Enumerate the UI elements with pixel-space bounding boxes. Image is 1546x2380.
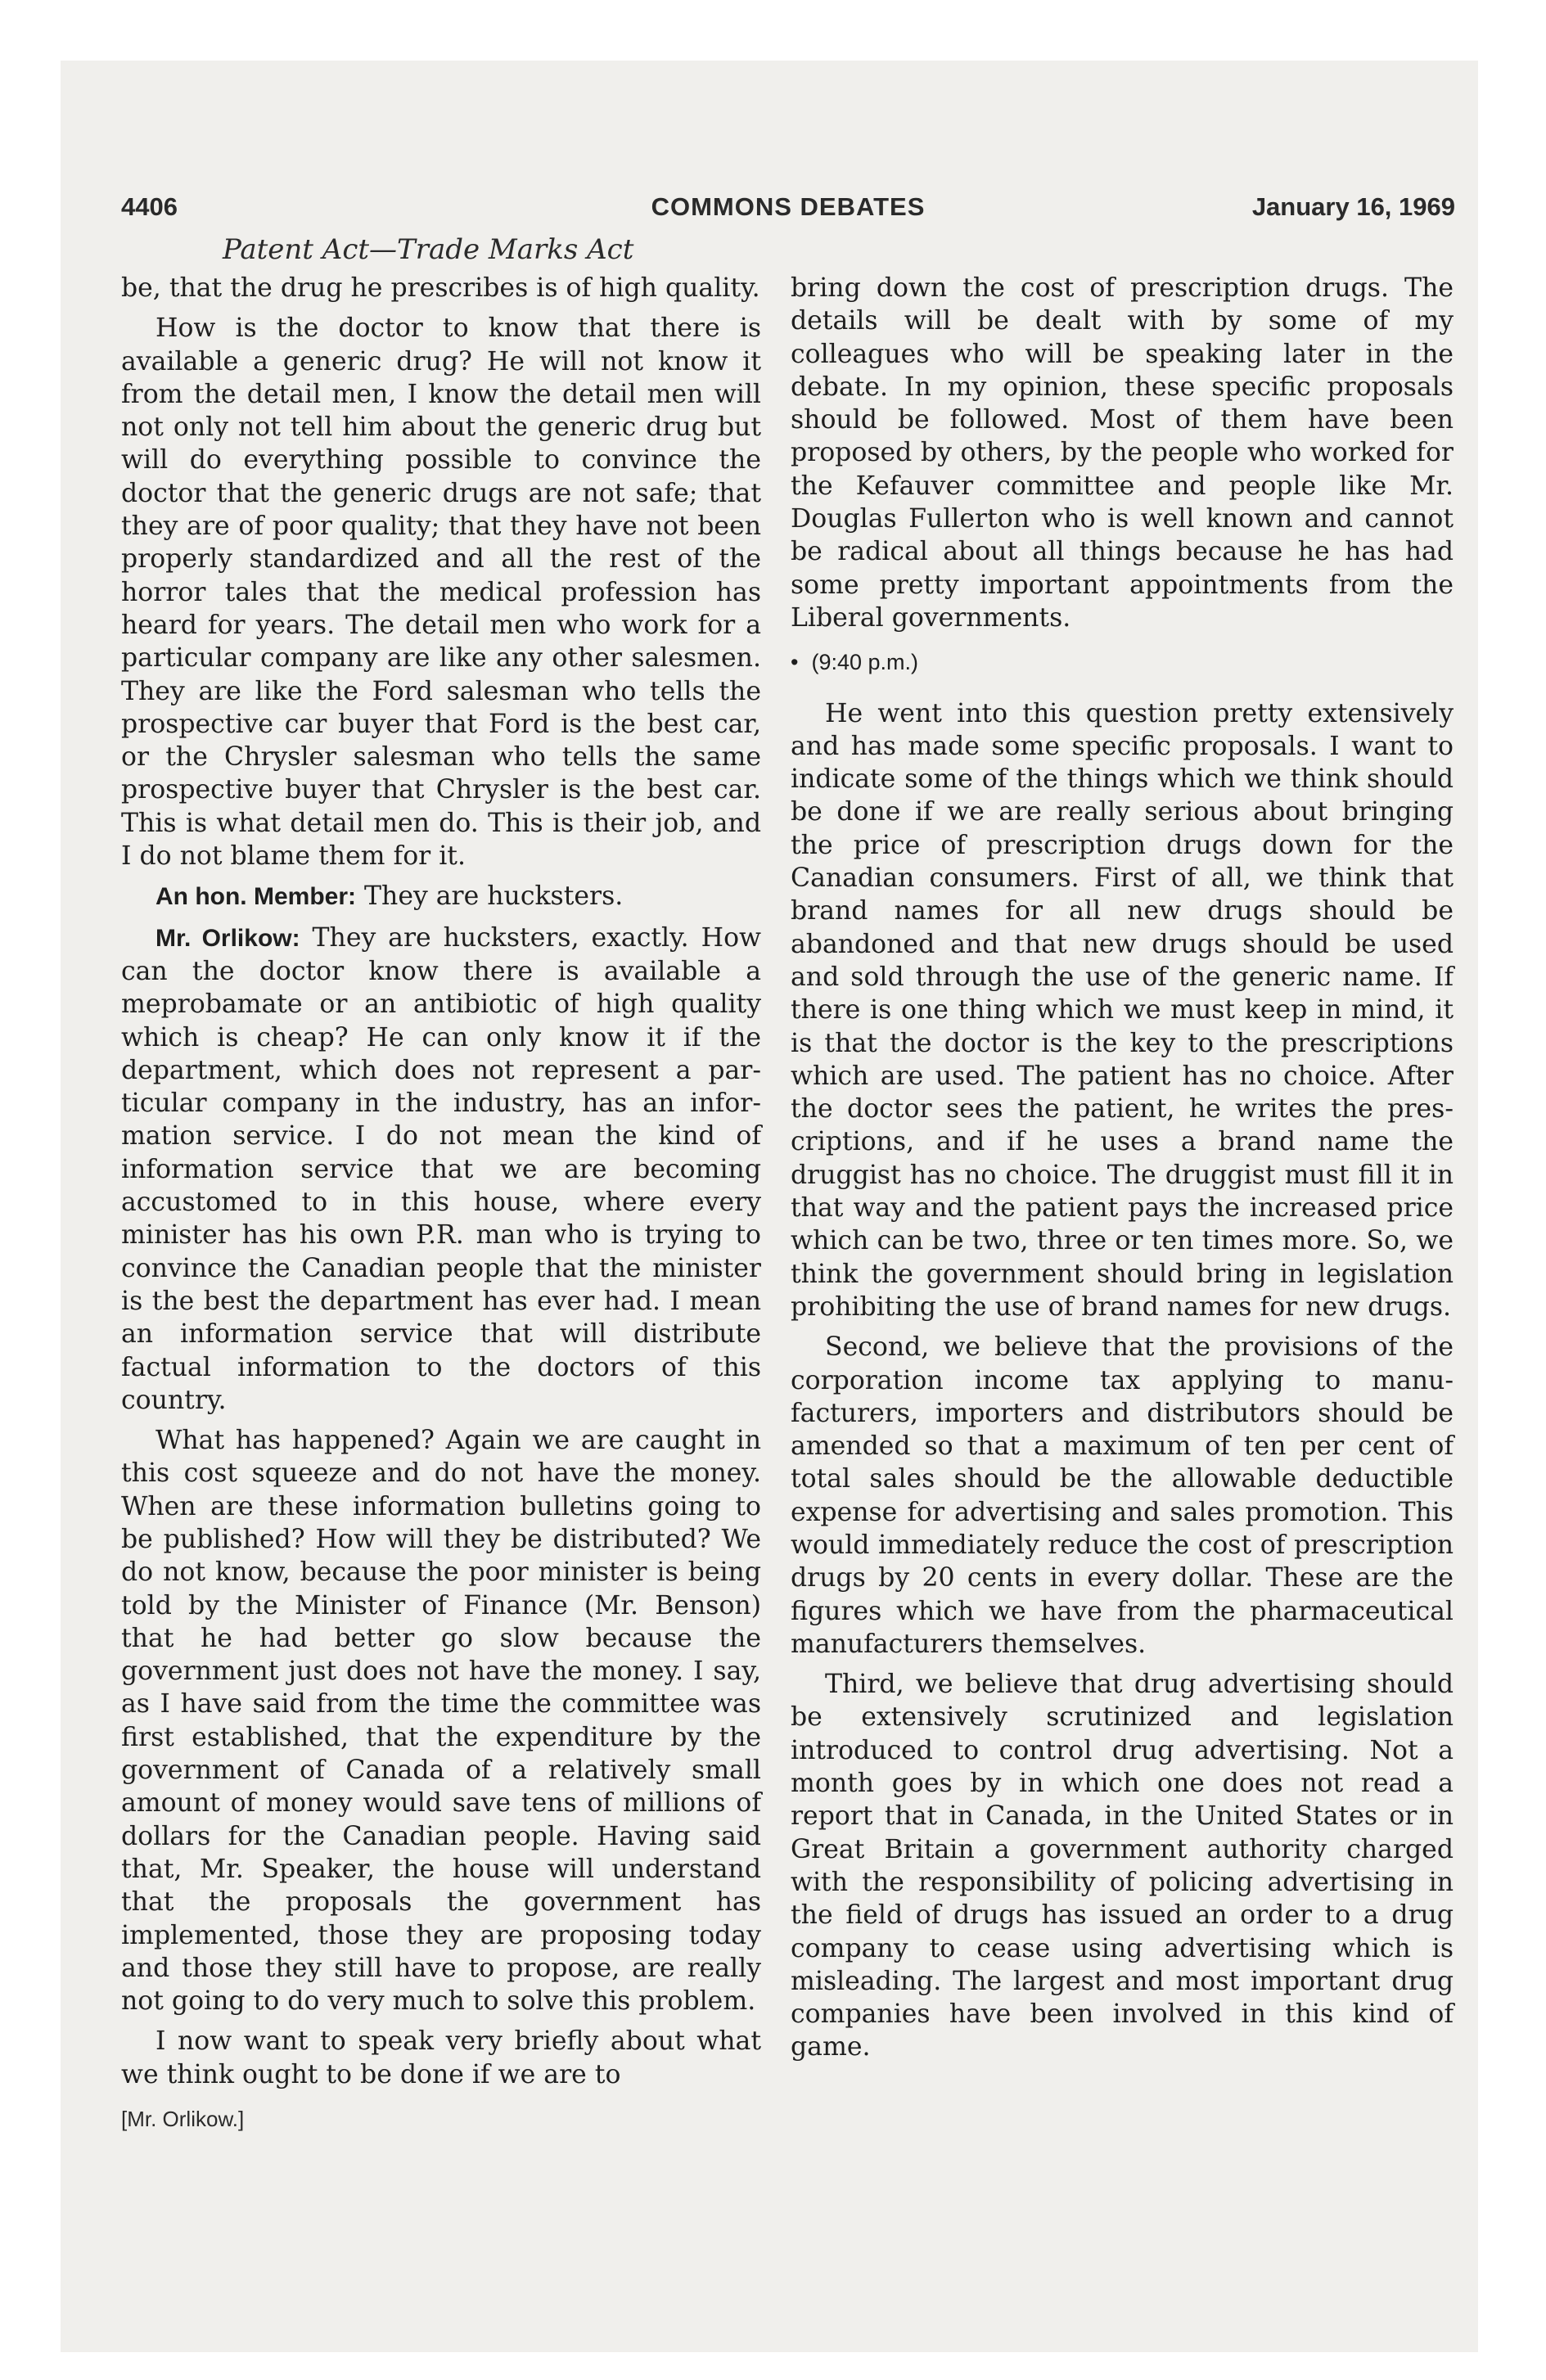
- speaker-name: An hon. Member:: [156, 883, 356, 911]
- speech-text: They are hucksters, exactly. How can the doctor know there is available a meprobamate or an antibiotic of high quality which is cheap? He can only know it if the department, which does not represent a particular company in the industry, has an information service. I do not mean the kind of information service that we are becoming accustomed to in this house, where every minister has his own P.R. man who is trying to convince the Canadian people that the minister is the best the department has ever had. I mean an information service that will distribute factual information to the doctors of this country.: [121, 922, 762, 1415]
- paragraph: He went into this question pretty extensively and has made some specific proposals. I want to indicate some of the things which we think should be done if we are really serious about bringing the price of prescription drugs down for the Canadian consumers. First of all, we think that brand names for all new drugs should be abandoned and that new drugs should be used and sold through the use of the generic name. If there is one thing which we must keep in mind, it is that the doctor is the key to the prescriptions which are used. The patient has no choice. After the doctor sees the patient, he writes the prescriptions, and if he uses a brand name the druggist has no choice. The druggist must fill it in that way and the patient pays the increased price which can be two, three or ten times more. So, we think the government should bring in legislation prohibiting the use of brand names for new drugs.: [791, 698, 1454, 1322]
- paragraph: bring down the cost of prescription drugs. The details will be dealt with by some of my colleagues who will be speaking later in the debate. In my opinion, these specific proposals should be followed. Most of them have been proposed by others, by the people who worked for the Kefauver committee and people like Mr. Douglas Fullerton who is well known and cannot be radical about all things because he has had some pretty important appointments from the Liberal governments.: [791, 273, 1454, 633]
- timestamp: [791, 646, 1454, 678]
- speech: [121, 880, 761, 913]
- paragraph: I now want to speak very briefly about what we think ought to be done if we are to: [121, 2026, 761, 2089]
- paragraph: be, that the drug he prescribes is of high quality.: [121, 273, 760, 303]
- publication-title: COMMONS DEBATES: [651, 192, 926, 221]
- paragraph: What has happened? Again we are caught in this cost squeeze and do not have the money. When are these information bulletins going to be published? How will they be distributed? We do not know, because the poor minister is being told by the Minister of Finance (Mr. Benson) that he had better go slow because the government just does not have the money. I say, as I have said from the time the committee was first established, that the expenditure by the government of Canada of a relatively small amount of money would save tens of millions of dollars for the Canadian people. Having said that, Mr. Speaker, the house will understand that the proposals the government has implemented, those they are proposing today and those they still have to propose, are really not going to do very much to solve this problem.: [121, 1426, 761, 2017]
- speaker-footer: [Mr. Orlikow.]: [121, 2107, 245, 2132]
- paragraph: Third, we believe that drug advertising should be extensively scrutinized and legislation introduced to control drug advertising. Not a month goes by in which one does not read a report that in Canada, in the United States or in Great Britain a government authority charged with the responsibility of policing advertising in the field of drugs has issued an order to a drug company to cease using advertising which is misleading. The largest and most important drug companies have been involved in this kind of game.: [791, 1670, 1454, 2062]
- right-column: [791, 272, 1454, 2071]
- time-label: (9:40 p.m.): [811, 650, 918, 675]
- bullet-icon: •: [791, 650, 799, 675]
- speech: [121, 922, 761, 1417]
- publication-date: January 16, 1969: [1251, 192, 1455, 221]
- left-column: [121, 272, 761, 2135]
- page-number: 4406: [121, 192, 178, 221]
- speaker-name: Mr. Orlikow:: [156, 924, 300, 952]
- page-header: [121, 192, 1455, 233]
- speech-text: They are hucksters.: [364, 881, 624, 912]
- section-subtitle: Patent Act—Trade Marks Act: [223, 233, 634, 266]
- paragraph: How is the doctor to know that there is available a generic drug? He will not know it from the detail men, I know the detail men will not only not tell him about the generic drug but will do everything possible to convince the doctor that the generic drugs are not safe; that they are of poor quality; that they have not been properly standardized and all the rest of the horror tales that the medical profession has heard for years. The detail men who work for a particular company are like any other salesmen. They are like the Ford salesman who tells the prospective car buyer that Ford is the best car, or the Chrysler salesman who tells the same prospective buyer that Chrysler is the best car. This is what detail men do. This is their job, and I do not blame them for it.: [121, 313, 761, 872]
- paragraph: Second, we believe that the provisions of the corporation income tax applying to manufacturers, importers and distributors should be amended so that a maximum of ten per cent of total sales should be the allowable deductible expense for advertising and sales promotion. This would immediately reduce the cost of prescription drugs by 20 cents in every dollar. These are the figures which we have from the pharmaceutical manufacturers themselves.: [791, 1332, 1454, 1659]
